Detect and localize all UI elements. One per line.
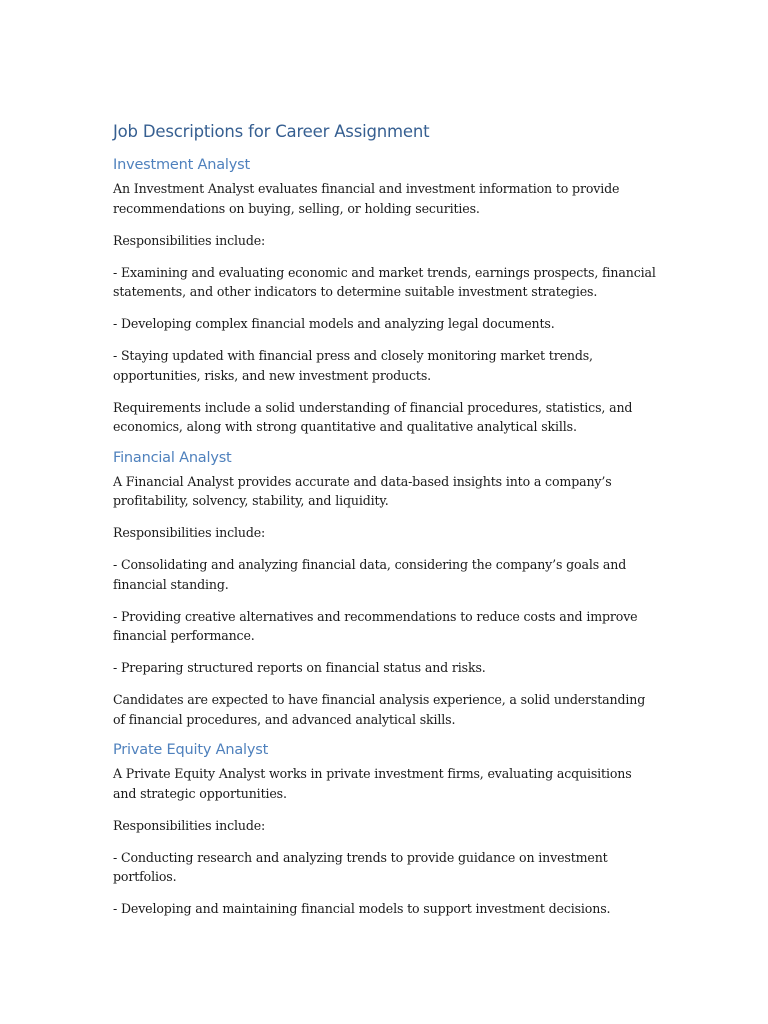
paragraph: Responsibilities include: (113, 232, 266, 248)
paragraph: - Consolidating and analyzing financial data, considering the company’s goals and financial standing. (113, 557, 627, 592)
paragraph: An Investment Analyst evaluates financial and investment information to provide recommendations on buying, selling, or holding securities. (113, 181, 620, 216)
paragraph: - Conducting research and analyzing trends to provide guidance on investment portfolios. (113, 849, 608, 884)
paragraph: Requirements include a solid understanding of financial procedures, statistics, and economics, along with strong quantitative and qualitative analytical skills. (113, 399, 633, 434)
paragraph: - Developing and maintaining financial models to support investment decisions. (113, 901, 611, 916)
section-heading: Private Equity Analyst (113, 742, 269, 758)
section-investment-analyst (113, 157, 658, 437)
section-heading: Investment Analyst (113, 157, 250, 173)
document-page (113, 122, 658, 931)
paragraph: A Financial Analyst provides accurate and data-based insights into a company’s profitability, solvency, stability, and liquidity. (113, 473, 612, 508)
paragraph: Responsibilities include: (113, 817, 266, 833)
paragraph: - Developing complex financial models and analyzing legal documents. (113, 316, 555, 331)
paragraph: - Examining and evaluating economic and market trends, earnings prospects, financial statements, and other indicators to determine suitable investment strategies. (113, 264, 656, 299)
section-financial-analyst (113, 450, 658, 730)
paragraph: A Private Equity Analyst works in private investment firms, evaluating acquisitions and strategic opportunities. (113, 766, 632, 801)
paragraph: Responsibilities include: (113, 525, 266, 540)
paragraph: - Preparing structured reports on financial status and risks. (113, 660, 486, 675)
paragraph: - Staying updated with financial press and closely monitoring market trends, opportunities, risks, and new investment products. (113, 348, 593, 383)
paragraph: Candidates are expected to have financial analysis experience, a solid understanding of financial procedures, and advanced analytical skills. (113, 692, 646, 727)
section-heading: Financial Analyst (113, 449, 232, 466)
section-private-equity-analyst (113, 742, 658, 919)
paragraph: - Providing creative alternatives and recommendations to reduce costs and improve financial performance. (113, 608, 638, 643)
document-title: Job Descriptions for Career Assignment (113, 122, 430, 141)
